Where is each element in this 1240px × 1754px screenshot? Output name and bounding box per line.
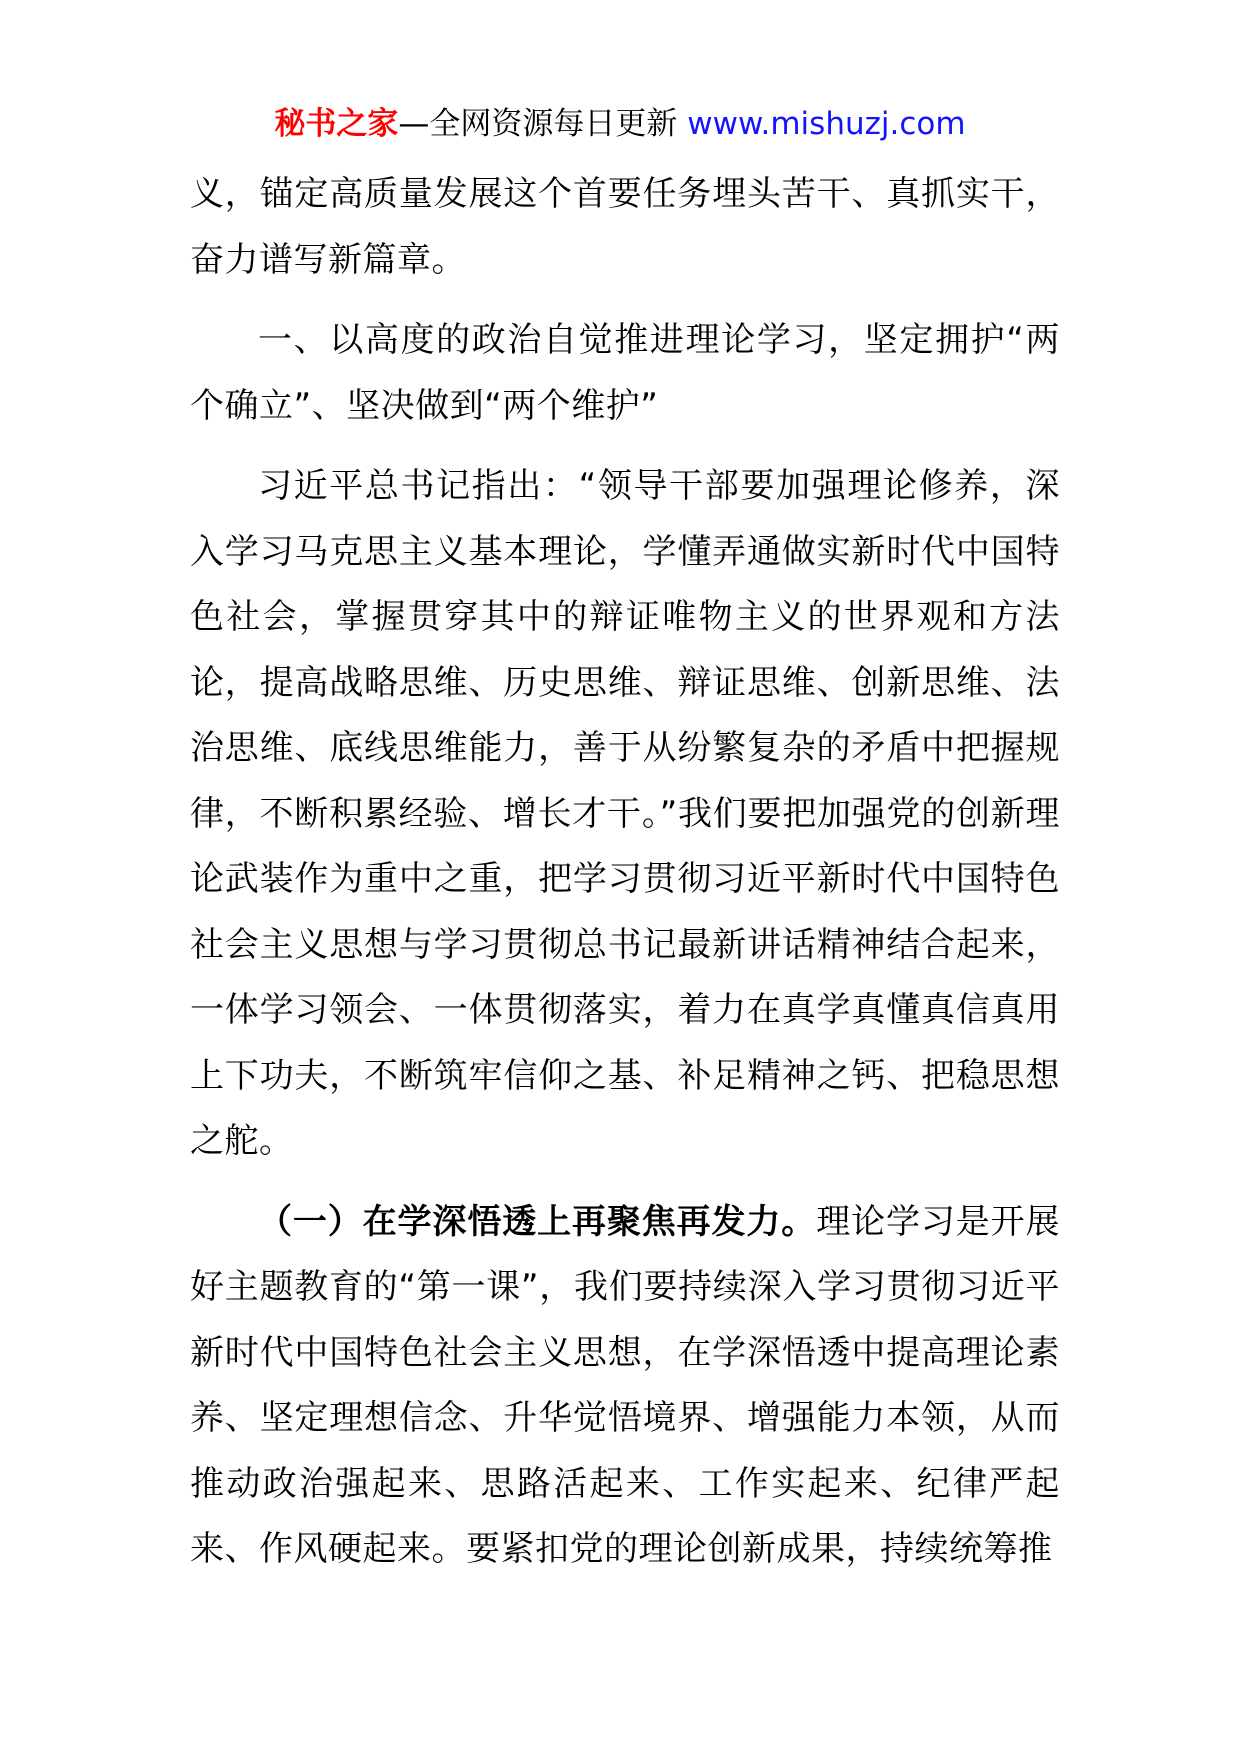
body-paragraph-1: 习近平总书记指出：“领导干部要加强理论修养，深入学习马克思主义基本理论，学懂弄通做实新时代中国特色社会，掌握贯穿其中的辩证唯物主义的世界观和方法论，提高战略思维、历史思维、辩证思维、创新思维、法治思维、底线思维能力，善于从纷繁复杂的矛盾中把握规律，不断积累经验、增长才干。”我们要把加强党的创新理论武装作为重中之重，把学习贯彻习近平新时代中国特色社会主义思想与学习贯彻总书记最新讲话精神结合起来，一体学习领会、一体贯彻落实，着力在真学真懂真信真用上下功夫，不断筑牢信仰之基、补足精神之钙、把稳思想之舵。 [190,466,1060,1161]
watermark-header [0,104,1240,144]
header-tagline: —全网资源每日更新 [398,106,678,142]
section-heading: 一、以高度的政治自觉推进理论学习，坚定拥护“两个确立”、坚决做到“两个维护” [190,320,1060,426]
continuation-paragraph: 义，锚定高质量发展这个首要任务埋头苦干、真抓实干，奋力谱写新篇章。 [190,174,1060,280]
body-paragraph-2-text: 理论学习是开展好主题教育的“第一课”，我们要持续深入学习贯彻习近平新时代中国特色社会主义思想，在学深悟透中提高理论素养、坚定理想信念、升华觉悟境界、增强能力本领，从而推动政治强起来、思路活起来、工作实起来、纪律严起来、作风硬起来。要紧扣党的理论创新成果，持续统筹推 [190,1201,1061,1569]
site-url-link[interactable]: www.mishuzj.com [687,106,966,142]
document-body [190,162,1060,1583]
brand-name: 秘书之家 [274,106,399,142]
body-paragraph-2 [190,1190,1060,1583]
subsection-heading: （一）在学深悟透上再聚焦再发力。 [258,1201,817,1242]
